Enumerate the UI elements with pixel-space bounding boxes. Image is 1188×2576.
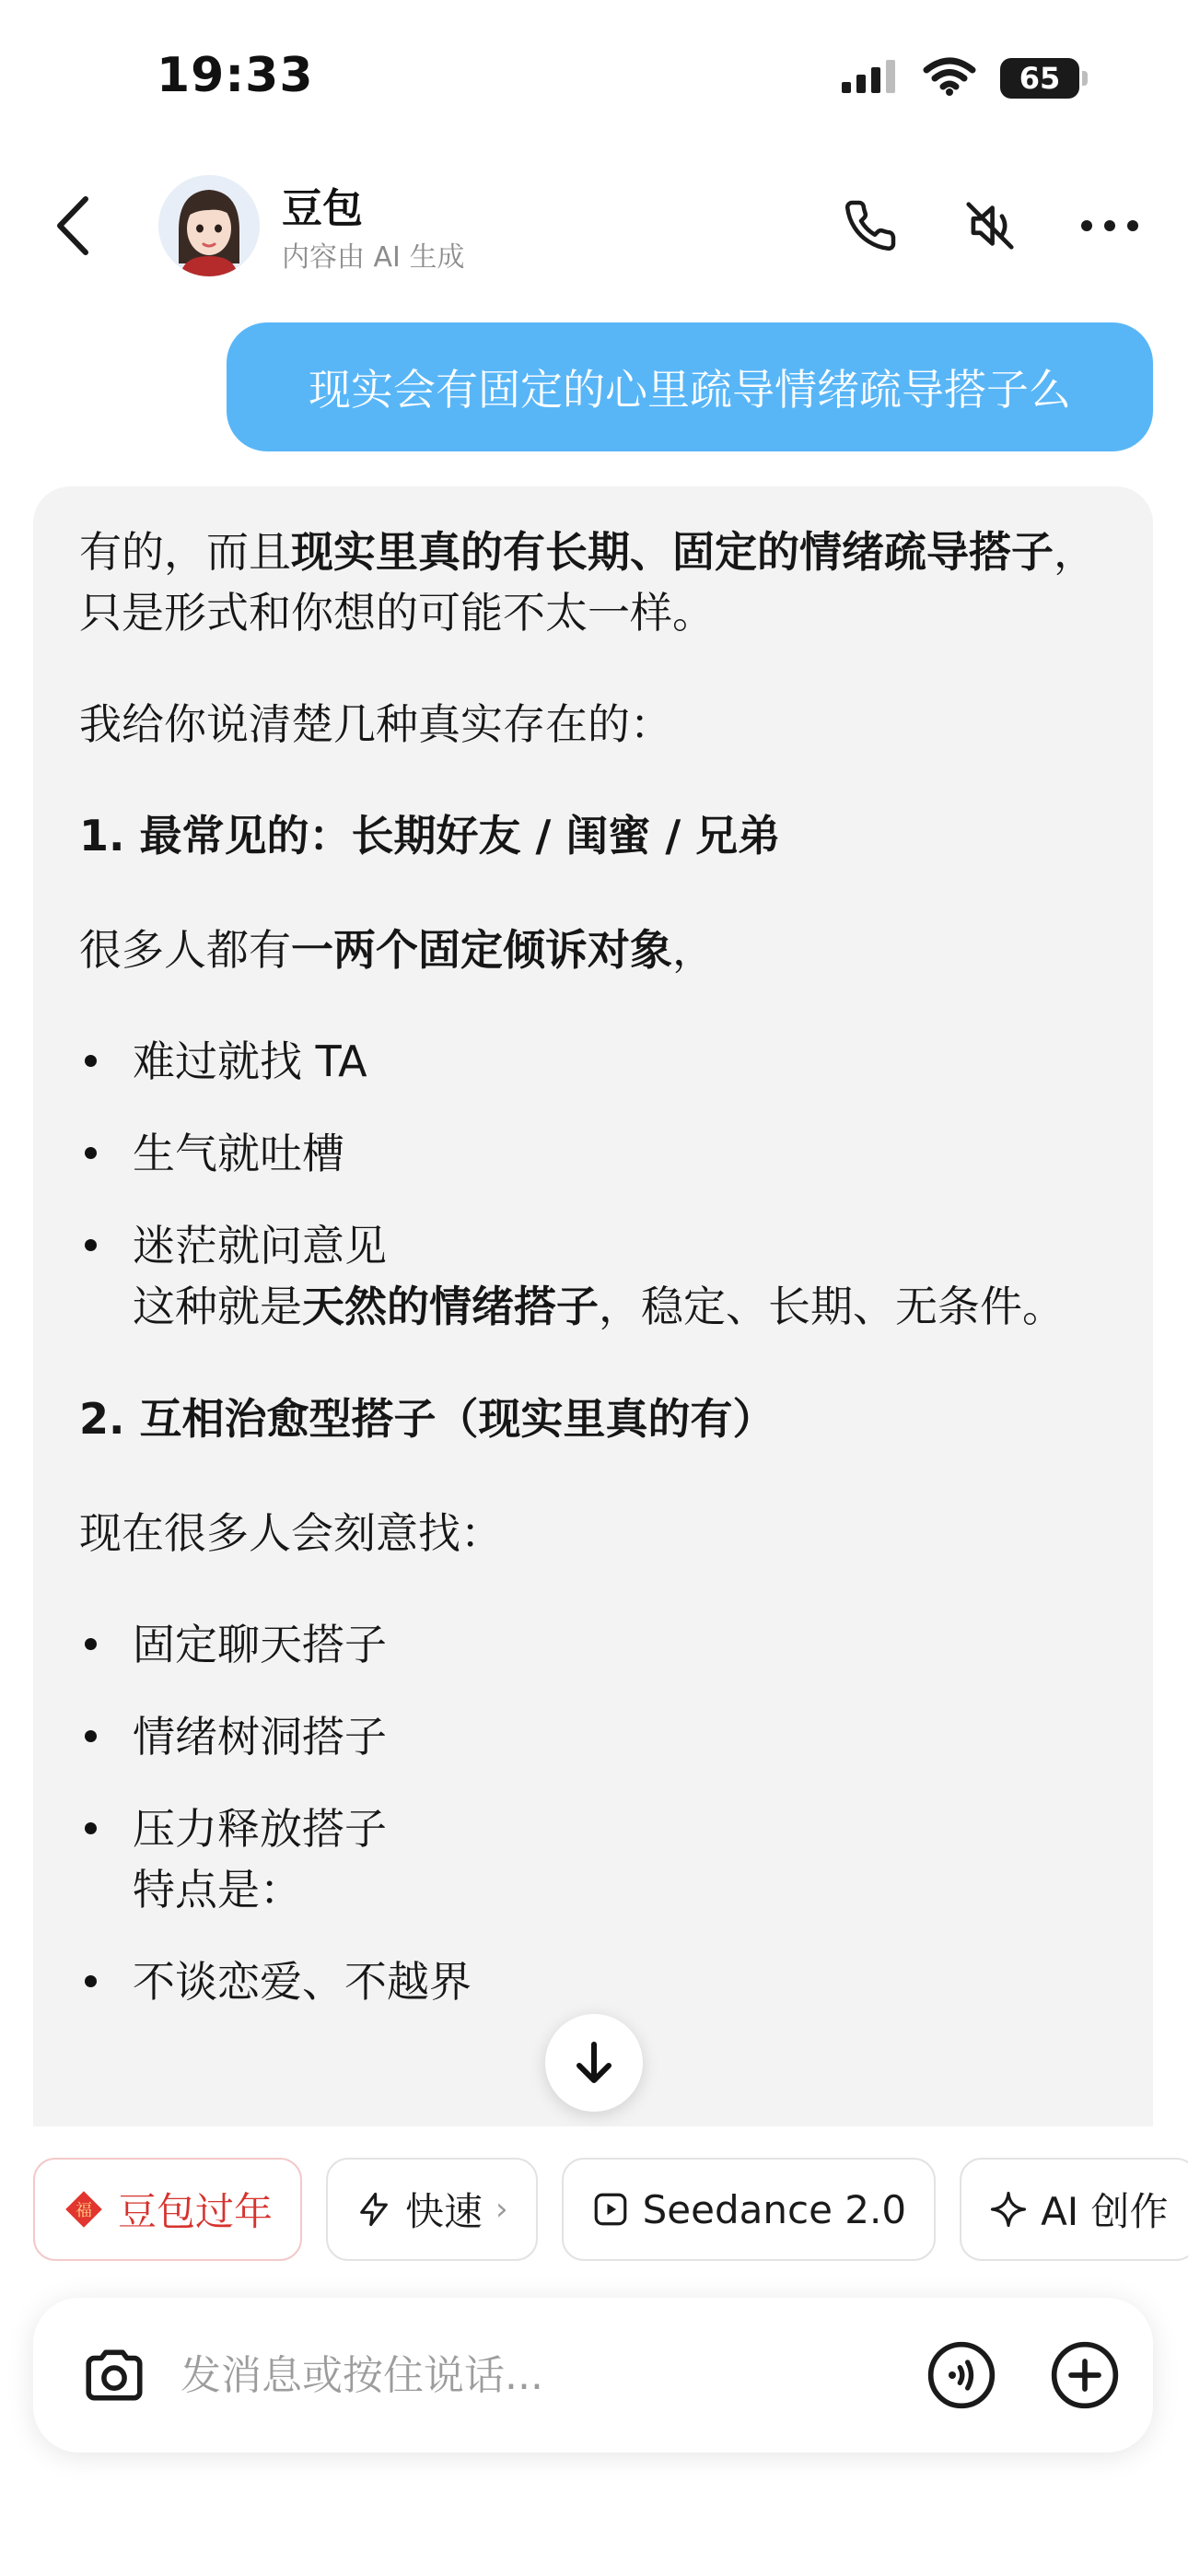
list-item: 情绪树洞搭子 xyxy=(79,1706,1107,1767)
wifi-icon xyxy=(923,57,976,100)
back-icon xyxy=(52,195,93,256)
svg-text:福: 福 xyxy=(76,2201,92,2220)
chip-seedance[interactable] xyxy=(562,2158,936,2261)
avatar[interactable] xyxy=(158,175,260,276)
phone-icon xyxy=(843,198,898,253)
list-item: 难过就找 TA xyxy=(79,1031,1107,1092)
ai-message-card[interactable] xyxy=(33,486,1153,2126)
voice-wave-icon xyxy=(925,2338,998,2412)
list-item: 不谈恋爱、不越界 xyxy=(79,1951,1107,2012)
user-message-text: 现实会有固定的心里疏导情绪疏导搭子么 xyxy=(309,365,1071,415)
plus-circle-icon xyxy=(1048,2338,1122,2412)
chip-ai-create[interactable] xyxy=(960,2158,1188,2261)
status-icons xyxy=(840,57,1079,100)
camera-button[interactable] xyxy=(70,2331,158,2419)
scroll-to-bottom-button[interactable] xyxy=(545,2014,643,2112)
list-item: 生气就吐槽 xyxy=(79,1123,1107,1184)
signal-icon xyxy=(840,58,899,99)
more-icon xyxy=(1079,218,1140,233)
battery-icon xyxy=(1000,58,1079,99)
chip-fast-mode[interactable] xyxy=(326,2158,538,2261)
chip-label: 快速 xyxy=(405,2189,483,2234)
sparkle-icon xyxy=(989,2190,1028,2229)
chip-label: AI 创作 xyxy=(1041,2189,1169,2234)
list-item: 压力释放搭子 特点是： xyxy=(79,1798,1107,1920)
speaker-muted-icon xyxy=(961,197,1019,254)
ai-heading-2: 2. 互相治愈型搭子（现实里真的有） xyxy=(79,1394,775,1444)
message-input[interactable] xyxy=(181,2338,917,2412)
chip-doubao-new-year[interactable] xyxy=(33,2158,302,2261)
ai-paragraph: 现在很多人会刻意找： xyxy=(79,1508,503,1558)
bot-name: 豆包 xyxy=(282,185,363,232)
back-button[interactable] xyxy=(41,189,105,263)
ai-list-1 xyxy=(79,1031,1107,1337)
chevron-right-icon: › xyxy=(495,2191,508,2228)
more-button[interactable] xyxy=(1068,184,1151,267)
voice-call-button[interactable] xyxy=(915,2329,1007,2421)
mute-button[interactable] xyxy=(949,184,1031,267)
chat-header xyxy=(0,157,1188,295)
chip-label: Seedance 2.0 xyxy=(642,2186,907,2232)
ai-paragraph: 很多人都有一两个固定倾诉对象， xyxy=(79,925,715,975)
user-message-bubble[interactable] xyxy=(227,322,1153,451)
ai-paragraph: 我给你说清楚几种真实存在的： xyxy=(79,699,672,749)
battery-level: 65 xyxy=(1019,61,1061,96)
status-time: 19:33 xyxy=(157,48,314,103)
phone-call-button[interactable] xyxy=(829,184,912,267)
camera-icon xyxy=(80,2341,148,2409)
add-button[interactable] xyxy=(1039,2329,1131,2421)
lightning-icon xyxy=(355,2188,392,2231)
list-item: 迷茫就问意见 这种就是天然的情绪搭子，稳定、长期、无条件。 xyxy=(79,1215,1107,1337)
list-item: 固定聊天搭子 xyxy=(79,1614,1107,1675)
message-input-bar xyxy=(33,2298,1153,2453)
ai-paragraph-intro: 有的，而且现实里真的有长期、固定的情绪疏导搭子，只是形式和你想的可能不太一样。 xyxy=(79,527,1096,638)
play-icon xyxy=(591,2190,630,2229)
chip-label: 豆包过年 xyxy=(118,2189,274,2234)
ai-heading-1: 1. 最常见的：长期好友 / 闺蜜 / 兄弟 xyxy=(79,811,781,861)
arrow-down-icon xyxy=(574,2041,614,2085)
ai-disclaimer: 内容由 AI 生成 xyxy=(282,241,465,274)
ai-list-2 xyxy=(79,1614,1107,2012)
fu-icon xyxy=(63,2188,105,2231)
header-actions xyxy=(829,184,1151,267)
quick-action-chips xyxy=(33,2158,1188,2261)
status-bar xyxy=(0,0,1188,157)
